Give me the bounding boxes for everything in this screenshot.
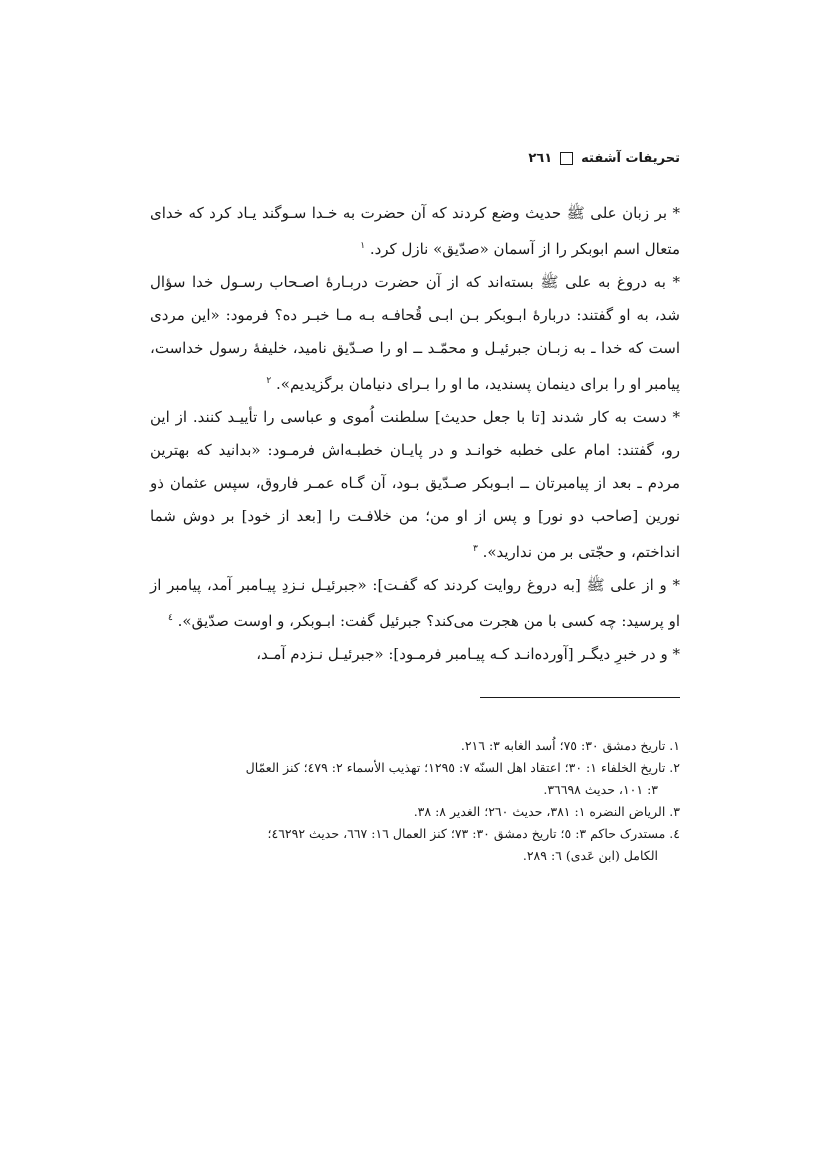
footnote-marker: ٤ — [168, 613, 173, 623]
main-text — [150, 197, 680, 671]
footnote-marker: ٢ — [266, 376, 272, 386]
footnote-marker: ١ — [360, 241, 366, 251]
footnote: ١. تاریخ دمشق ٣٠: ٧٥؛ اُسد الغابه ٣: ٢١٦. — [460, 738, 680, 753]
footnotes — [150, 735, 680, 867]
footnote-divider — [480, 697, 680, 698]
paragraph: * و از علی ﷺ [به دروغ روایت کردند که گفـت]: «جبرئیـل نـزدِ پیـامبر آمد، پیامبر از او پرسید: چه کسی با من هجرت می‌کند؟ جبرئیل گفت: ابـوبکر، و اوست صدّیق». $^٤$ — [150, 576, 680, 630]
footnote-marker: ٣ — [472, 544, 478, 554]
running-title: تحریفات آشفته — [581, 150, 680, 166]
header-box-ornament — [560, 152, 573, 165]
footnote: ٣. الریاض النضره ١: ٣٨١، حدیث ٢٦٠؛ الغدیر ٨: ٣٨. — [413, 804, 680, 819]
paragraph: * و در خبرِ دیگـر [آورده‌انـد کـه پیـامبر فرمـود]: «جبرئیـل نـزدم آمـد، — [256, 645, 680, 663]
paragraph: * دست به کار شدند [تا با جعل حدیث] سلطنت اُموی و عباسی را تأییـد کنند. از این رو، گفتند: امام علی خطبه خوانـد و در پایـان خطبـه‌اش فرمـود: «بدانید که بهترین مردم ـ بعد از پیامبرتان ــ ابـوبکر صـدّیق بـود، آن گـاه عمـر فاروق، سپس عثمان ذو نورین [صاحب دو نور] و پس از او من؛ من خلافـت را [بعد از خود] بر دوش شما انداختم، و حجّتی بر من ندارید». $^٣$ — [150, 408, 680, 561]
paragraph: * به دروغ به علی ﷺ بسته‌اند که از آن حضرت دربـارهٔ اصـحاب رسـول خدا سؤال شد، به او گفتند: دربارهٔ ابـوبکر بـن ابـی قُحافـه بـه مـا خبـر ده؟ فرمود: «این مردی است که خدا ـ به زبـان جبرئیـل و محمّـد ــ او را صـدّیق نامید، خلیفهٔ رسول خداست، پیامبر او را برای دینمان پسندید، ما او را بـرای دنیامان برگزیدیم». $^٢$ — [150, 273, 680, 393]
page-number: ٢٦١ — [528, 150, 553, 166]
footnote: ٢. تاریخ الخلفاء ١: ٣٠؛ اعتقاد اهل السنّه ٧: ١٢٩٥؛ تهذیب الأسماء ٢: ٤٧٩؛ کنز العمّال ٣: ١٠١، حدیث ٣٦٦٩٨. — [245, 760, 680, 797]
paragraph: * بر زبان علی ﷺ حدیث وضع کردند که آن حضرت به خـدا سـوگند یـاد کرد که خدای متعال اسم ابوبکر را از آسمان «صدّیق» نازل کرد. $^١$ — [150, 204, 680, 258]
running-header — [150, 145, 680, 171]
book-page — [150, 145, 680, 698]
footnote: ٤. مستدرک حاکم ٣: ٥؛ تاریخ دمشق ٣٠: ٧٣؛ کنز العمال ١٦: ٦٦٧، حدیث ٤٦٢٩٢؛ الکامل (ابن عَدی) ٦: ٢٨٩. — [267, 826, 680, 863]
